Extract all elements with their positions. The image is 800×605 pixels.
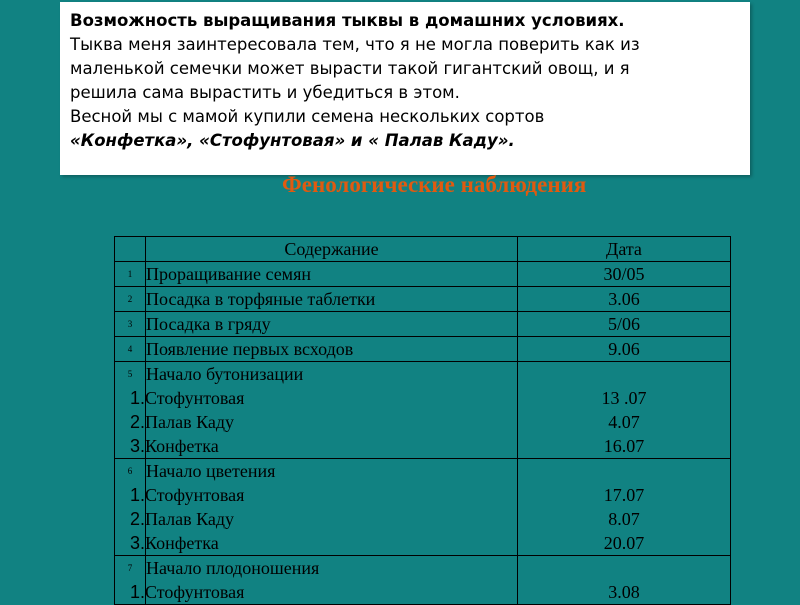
header-num (115, 237, 146, 262)
variety-date: 8.07 (608, 509, 640, 529)
table-row (115, 556, 731, 605)
variety-date: 13 .07 (601, 388, 647, 408)
list-marker: 2. (129, 412, 145, 432)
row-content (129, 556, 518, 605)
variety-item (117, 507, 517, 531)
row-number: 1 (115, 262, 146, 287)
row-date (518, 362, 731, 459)
variety-item (117, 580, 517, 604)
row-date (518, 459, 731, 556)
intro-title: Возможность выращивания тыквы в домашних условиях. (70, 11, 625, 30)
list-marker: 2. (129, 509, 145, 529)
variety-item (117, 410, 517, 434)
row-content: Проращивание семян (146, 262, 518, 287)
intro-line: Тыква меня заинтересовала тем, что я не могла поверить как из (70, 35, 640, 54)
stage-title: Начало цветения (146, 461, 276, 481)
row-date: 9.06 (518, 337, 731, 362)
variety-date: 16.07 (603, 436, 645, 456)
table-row (115, 262, 731, 287)
row-number: 5 (115, 362, 146, 459)
variety-date: 3.08 (608, 582, 640, 602)
variety-item (117, 434, 517, 458)
variety-item (117, 483, 517, 507)
table-row (115, 362, 731, 459)
list-marker: 1. (129, 485, 145, 505)
table-row (115, 459, 731, 556)
date-spacer (518, 459, 730, 483)
variety-label: Палав Каду (145, 412, 235, 432)
intro-box (60, 2, 750, 175)
row-content: Посадка в торфяные таблетки (146, 287, 518, 312)
variety-label: Палав Каду (145, 509, 235, 529)
date-spacer (518, 556, 730, 580)
row-date (518, 556, 731, 605)
variety-date: 20.07 (603, 533, 645, 553)
table-row (115, 287, 731, 312)
intro-line: решила сама вырастить и убедиться в этом. (70, 83, 460, 102)
table-row (115, 337, 731, 362)
list-marker: 3. (129, 436, 145, 456)
variety-label: Стофунтовая (145, 485, 245, 505)
variety-item (117, 386, 517, 410)
row-number: 6 (115, 459, 146, 556)
variety-label: Конфетка (145, 533, 219, 553)
intro-line: маленькой семечки может вырасти такой гигантский овощ, и я (70, 59, 630, 78)
row-number: 7 (115, 556, 146, 605)
list-marker: 1. (129, 388, 145, 408)
row-date: 30/05 (518, 262, 731, 287)
row-date: 3.06 (518, 287, 731, 312)
variety-date: 17.07 (603, 485, 645, 505)
variety-label: Стофунтовая (145, 388, 245, 408)
header-content: Содержание (146, 237, 518, 262)
row-content (129, 459, 518, 556)
row-content: Посадка в гряду (146, 312, 518, 337)
row-number: 4 (115, 337, 146, 362)
table-row (115, 312, 731, 337)
stage-title: Начало бутонизации (146, 364, 304, 384)
stage-title: Начало плодоношения (146, 558, 320, 578)
intro-varieties: «Конфетка», «Стофунтовая» и « Палав Каду». (70, 131, 515, 150)
variety-label: Конфетка (145, 436, 219, 456)
row-number: 3 (115, 312, 146, 337)
row-content: Появление первых всходов (146, 337, 518, 362)
intro-line: Весной мы с мамой купили семена нескольких сортов (70, 107, 545, 126)
row-number: 2 (115, 287, 146, 312)
row-date: 5/06 (518, 312, 731, 337)
list-marker: 1. (129, 582, 145, 602)
variety-date: 4.07 (608, 412, 640, 432)
date-spacer (518, 362, 730, 386)
variety-label: Стофунтовая (145, 582, 245, 602)
list-marker: 3. (129, 533, 145, 553)
variety-item (117, 531, 517, 555)
table-header-row (115, 237, 731, 262)
phenology-table (114, 236, 731, 605)
row-content (129, 362, 518, 459)
header-date: Дата (518, 237, 731, 262)
section-heading: Фенологические наблюдения (282, 172, 587, 197)
